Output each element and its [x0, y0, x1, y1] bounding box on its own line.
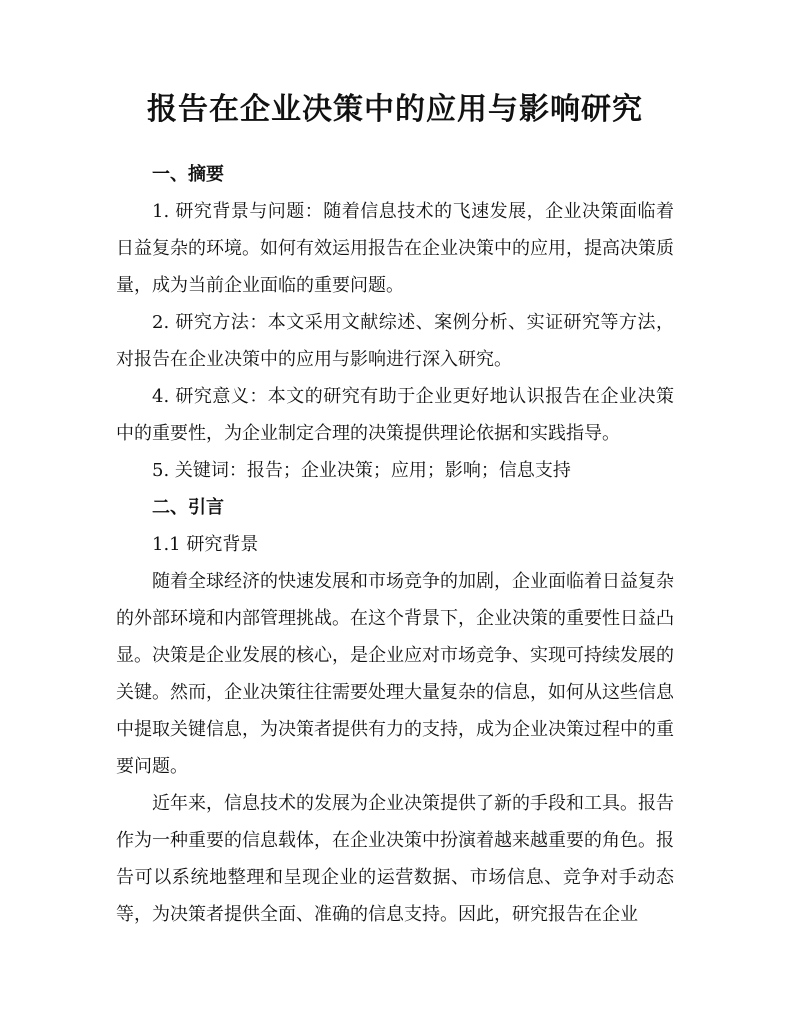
- subsection-heading-background: 1.1 研究背景: [152, 534, 259, 555]
- introduction-paragraph: 随着全球经济的快速发展和市场竞争的加剧，企业面临着日益复杂的外部环境和内部管理挑战。在这个背景下，企业决策的重要性日益凸显。决策是企业发展的核心，是企业应对市场竞争、实现可持续发展的关键。然而，企业决策往往需要处理大量复杂的信息，如何从这些信息中提取关键信息，为决策者提供有力的支持，成为企业决策过程中的重要问题。: [116, 571, 674, 777]
- document-title: 报告在企业决策中的应用与影响研究: [147, 92, 643, 127]
- introduction-section: [116, 489, 674, 933]
- section-heading-introduction: 二、引言: [152, 497, 224, 518]
- abstract-significance: 4. 研究意义：本文的研究有助于企业更好地认识报告在企业决策中的重要性，为企业制定合理的决策提供理论依据和实践指导。: [116, 386, 674, 444]
- abstract-background: 1. 研究背景与问题：随着信息技术的飞速发展，企业决策面临着日益复杂的环境。如何有效运用报告在企业决策中的应用，提高决策质量，成为当前企业面临的重要问题。: [116, 201, 674, 296]
- abstract-keywords: 5. 关键词：报告；企业决策；应用；影响；信息支持: [152, 460, 571, 481]
- section-heading-abstract: 一、摘要: [152, 164, 224, 185]
- introduction-paragraph: 近年来，信息技术的发展为企业决策提供了新的手段和工具。报告作为一种重要的信息载体，在企业决策中扮演着越来越重要的角色。报告可以系统地整理和呈现企业的运营数据、市场信息、竞争对手动态等，为决策者提供全面、准确的信息支持。因此，研究报告在企业: [116, 793, 674, 925]
- abstract-section: [116, 156, 674, 489]
- abstract-method: 2. 研究方法：本文采用文献综述、案例分析、实证研究等方法，对报告在企业决策中的应用与影响进行深入研究。: [116, 312, 674, 370]
